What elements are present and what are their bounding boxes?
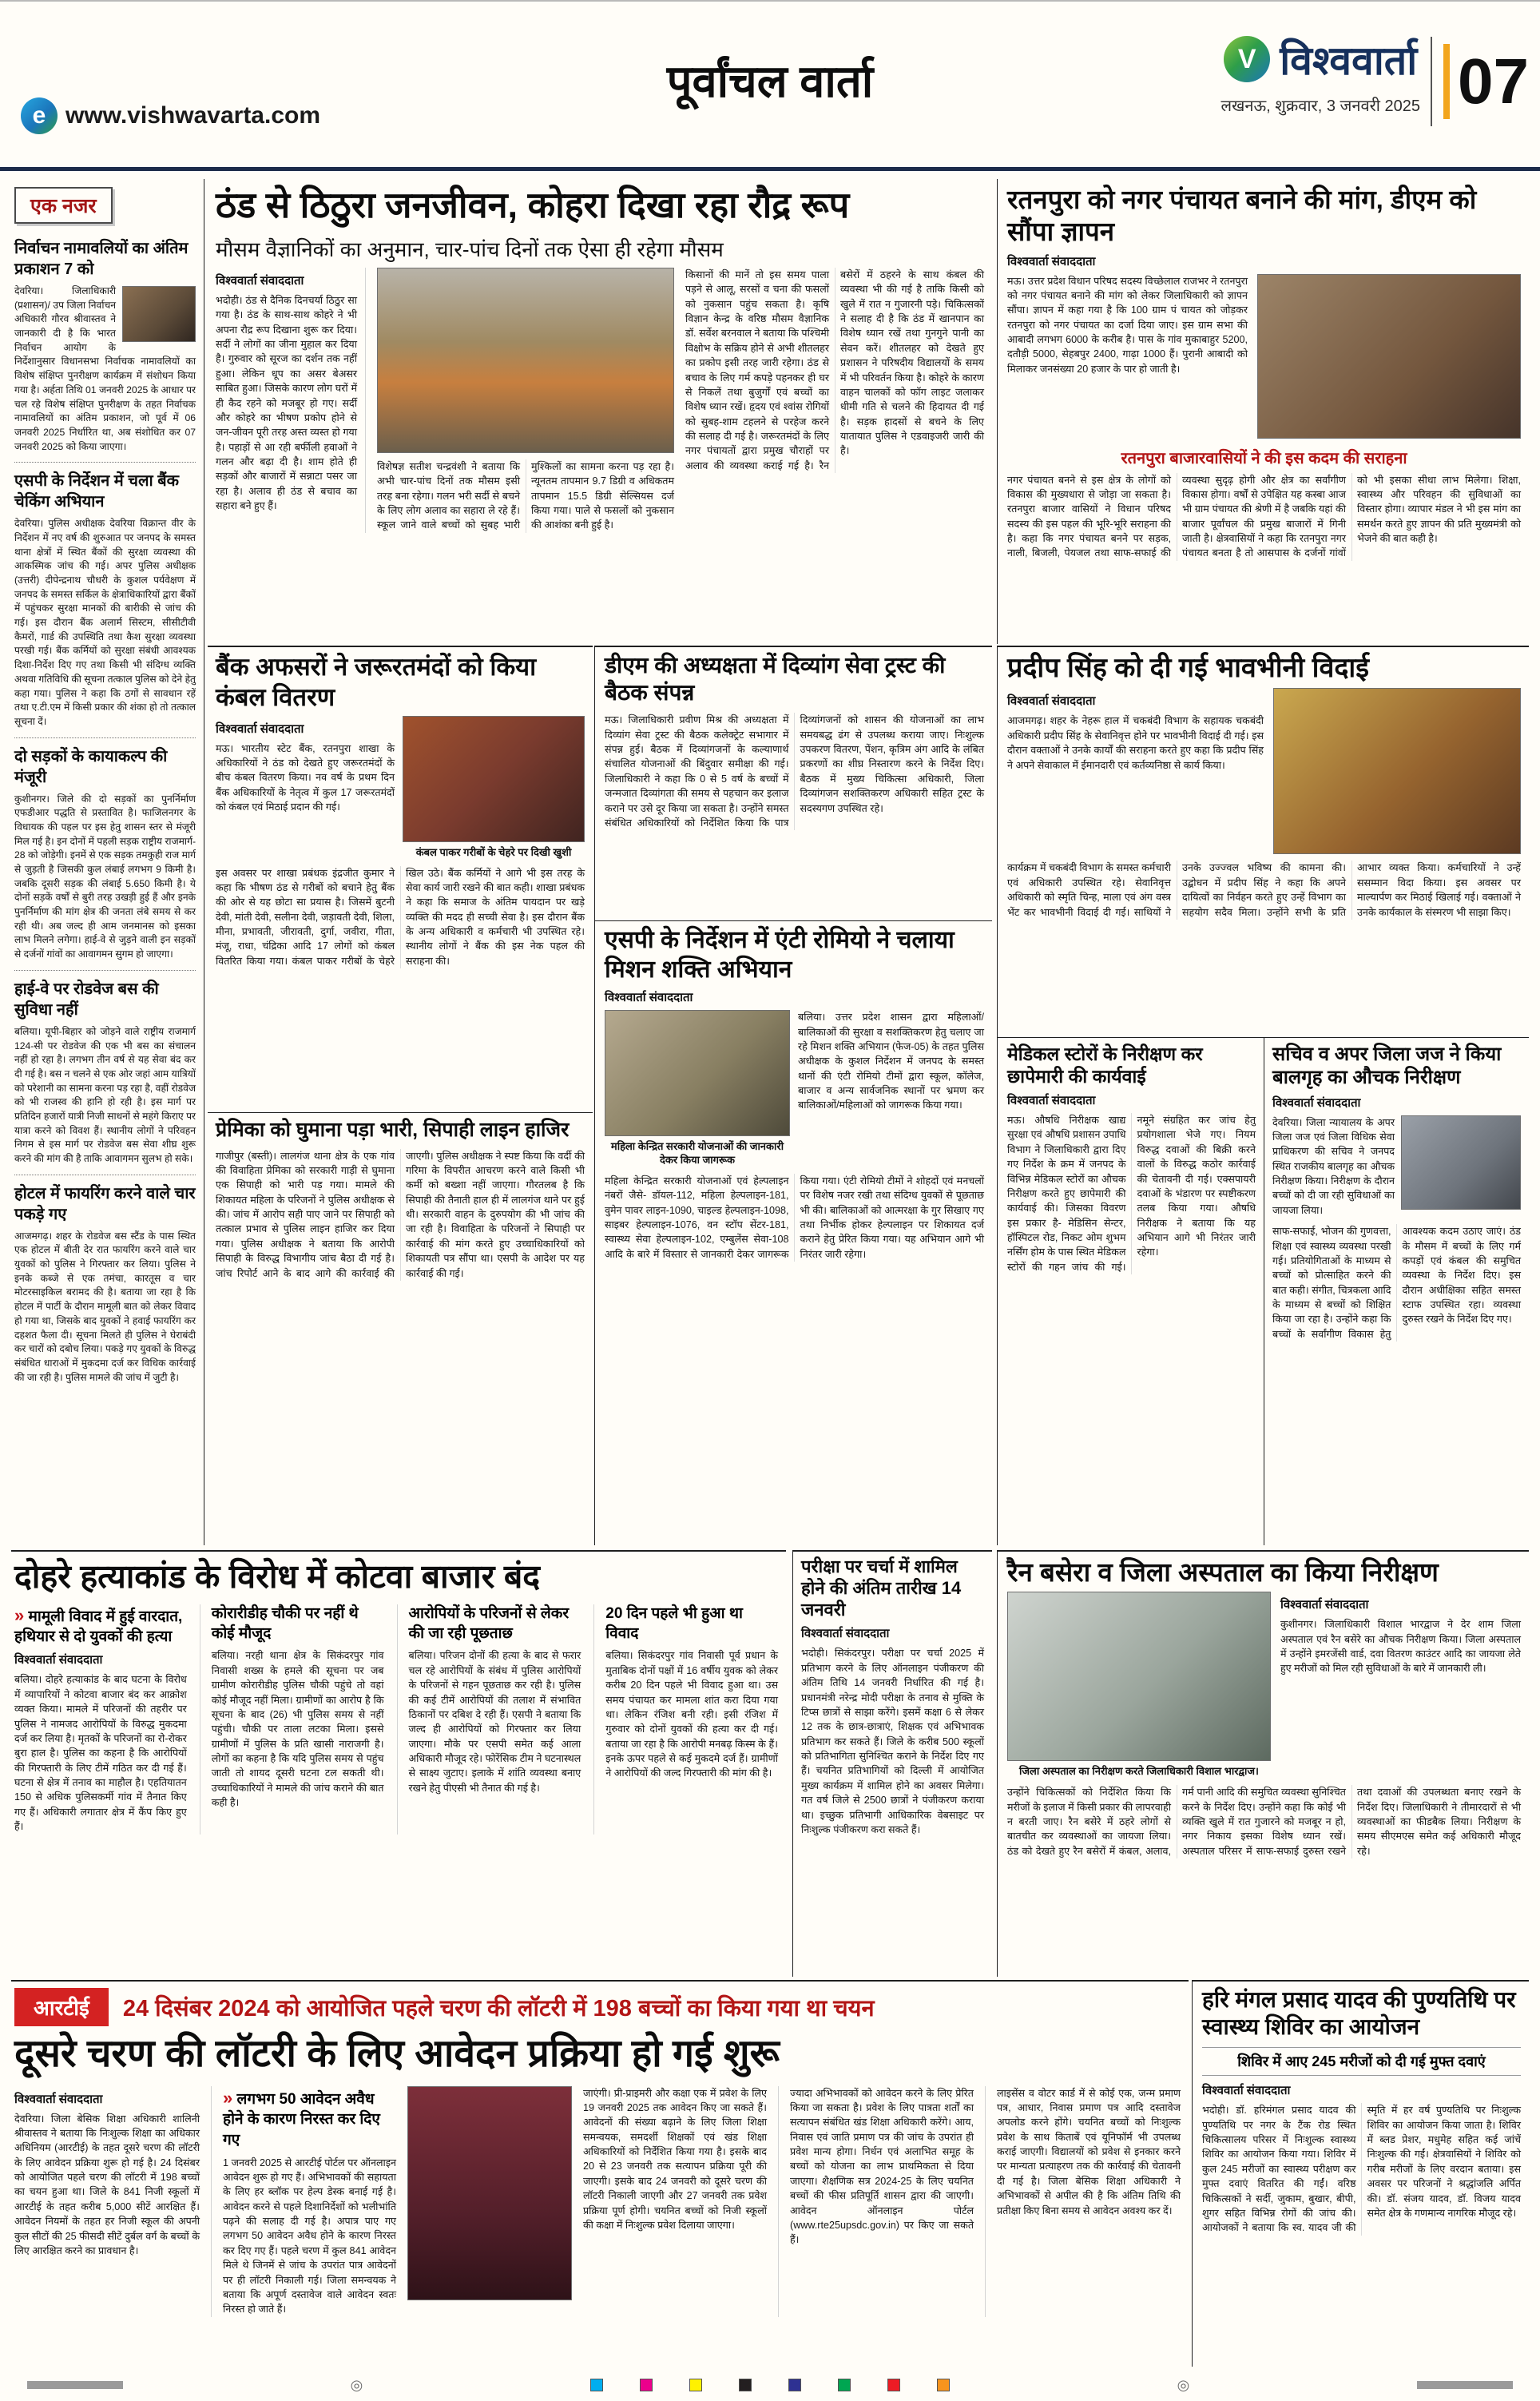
article-body: कुशीनगर। जिले की दो सड़कों का पुनर्निर्माण एफडीआर पद्धति से प्रस्तावित है। फाजिलनगर के विधायक की पहल पर इस हेतु शासन स्तर से मंजूरी मिल गई है। इन दोनों में पहली सड़क राष्ट्रीय राजमार्ग- 28 को जोड़ेगी। इनमें से एक सड़क तमकुही राज मार्ग से जुड़ती है जिसकी कुल लंबाई लगभग 9 किमी है। जबकि दूसरी सड़क की लंबाई 5.650 किमी है। ये दोनों सड़कें वर्षों से बुरी तरह उखड़ी हुई हैं और इनके पुनर्निर्माण की मांग क्षेत्र की जनता लंबे समय से कर रही थी। अब जल्द ही आम जनमानस को इसका लाभ मिलने लगेगा। हाई-वे से जुड़ने वाली इन सड़कों से दर्जनों गांवों का आवागमन सुगम हो जाएगा। bbox=[14, 793, 196, 960]
color-mark-icon bbox=[739, 2379, 752, 2391]
strip-headline: 24 दिसंबर 2024 को आयोजित पहले चरण की लॉटरी में 198 बच्चों का किया गया था चयन bbox=[122, 1995, 875, 2021]
byline: विश्ववार्ता संवाददाता bbox=[14, 2092, 103, 2106]
article-kotwa-bandh bbox=[11, 1550, 786, 1977]
article-rain-basera bbox=[997, 1550, 1529, 1977]
byline: विश्ववार्ता संवाददाता bbox=[14, 1653, 103, 1668]
byline: विश्ववार्ता संवाददाता bbox=[605, 991, 693, 1005]
brand-name: विश्ववार्ता bbox=[1280, 38, 1418, 83]
color-mark-icon bbox=[838, 2379, 851, 2391]
byline: विश्ववार्ता संवाददाता bbox=[1272, 1095, 1361, 1110]
article-headline: हरि मंगल प्रसाद यादव की पुण्यतिथि पर स्वास्थ्य शिविर का आयोजन bbox=[1202, 1987, 1516, 2040]
article-pariksha-pe-charcha bbox=[792, 1550, 992, 1977]
article-body: देवरिया। पुलिस अधीक्षक देवरिया विक्रान्त वीर के निर्देशन में नए वर्ष की शुरुआत पर जनपद के समस्त थाना क्षेत्रों में स्थित बैंकों की सुरक्षा व्यवस्था की आकस्मिक जांच की गई। अपर पुलिस अधीक्षक (उत्तरी) दीपेन्द्रनाथ चौधरी के कुशल पर्यवेक्षण में जनपद के समस्त सर्किल के क्षेत्राधिकारियों द्वारा बैंकों में पहुंचकर सुरक्षा मानकों की बारीकी से जांच की गई। इस दौरान बैंक अलार्म सिस्टम, सीसीटीवी कैमरों, गार्ड की उपस्थिति तथा कैश सुरक्षा व्यवस्था परखी गई। बैंक कर्मियों को सुरक्षा संबंधी आवश्यक दिशा-निर्देश दिए गए तथा किसी भी संदिग्ध व्यक्ति अथवा गतिविधि की सूचना तत्काल पुलिस को देने हेतु कहा गया। पुलिस ने कहा कि ठगों से सावधान रहें तथा ए.टी.एम में किसी प्रकार की शंका हो तो तत्काल सूचना दें। bbox=[14, 518, 196, 727]
kotwa-column-1 bbox=[14, 1604, 187, 1835]
article-rte-lottery bbox=[11, 1980, 1189, 2367]
color-mark-icon bbox=[788, 2379, 801, 2391]
article-blanket-distribution bbox=[208, 646, 593, 1111]
article-body: इस अवसर पर शाखा प्रबंधक इंद्रजीत कुमार ने कहा कि भीषण ठंड से गरीबों को बचाने हेतु बैंक की ओर से यह छोटा सा प्रयास है। जिसमें बुटनी देवी, मांती देवी, सलीना देवी, जड़ावती देवी, शिला, मीना, प्रभावती, जीरावती, दुर्गा, जवीरा, गीता, मंजू, राधा, चंद्रिका आदि 17 लोगों को कंबल वितरित किया गया। कंबल पाकर गरीबों के चेहरे खिल उठे। बैंक कर्मियों ने आगे भी इस तरह के सेवा कार्य जारी रखने की बात कही। शाखा प्रबंधक ने कहा कि समाज के अंतिम पायदान पर खड़े व्यक्ति की मदद ही सच्ची सेवा है। इस दौरान बैंक के अन्य अधिकारी व कर्मचारी भी उपस्थित रहे। स्थानीय लोगों ने बैंक की इस नेक पहल की सराहना की। bbox=[216, 867, 585, 967]
article-body: देवरिया। जिला बेसिक शिक्षा अधिकारी शालिनी श्रीवास्तव ने बताया कि निःशुल्क शिक्षा का अधिकार अधिनियम (आरटीई) के तहत दूसरे चरण की लॉटरी के लिए आवेदन प्रक्रिया शुरू हो गई है। 24 दिसंबर को आयोजित पहले चरण की लॉटरी में 198 बच्चों का चयन हुआ था। जिले के 841 निजी स्कूलों में आरटीई के तहत करीब 5,000 सीटें आरक्षित हैं। आवेदन नियमों के तहत हर निजी स्कूल की अपनी कुल सीटों की 25 फीसदी सीटें दुर्बल वर्ग के बच्चों के लिए आरक्षित करने का प्रावधान है। bbox=[14, 2113, 200, 2256]
rte-column-4 bbox=[778, 2086, 974, 2317]
article-headline: परीक्षा पर चर्चा में शामिल होने की अंतिम तारीख 14 जनवरी bbox=[801, 1556, 962, 1620]
rte-column-5 bbox=[985, 2086, 1181, 2317]
article-body: मऊ। भारतीय स्टेट बैंक, रतनपुरा शाखा के अधिकारियों ने ठंड को देखते हुए जरूरतमंदों के बीच कंबल वितरण किया। नव वर्ष के प्रथम दिन बैंक अधिकारियों के नेतृत्व में कुल 17 जरूरतमंदों को कंबल एवं मिठाई प्रदान की गई। bbox=[216, 742, 395, 813]
article-body: 1 जनवरी 2025 से आरटीई पोर्टल पर ऑनलाइन आवेदन शुरू हो गए हैं। अभिभावकों की सहायता के लिए हर ब्लॉक पर हेल्प डेस्क बनाई गई है। आवेदन करने से पहले दिशानिर्देशों को भलीभांति पढ़ने की सलाह दी गई है। अपात्र पाए गए लगभग 50 आवेदन अवैध होने के कारण निरस्त कर दिए गए हैं। पहले चरण में कुल 841 आवेदन मिले थे जिनमें से जांच के उपरांत पात्र आवेदनों पर ही लॉटरी निकाली गई। जिला समन्वयक ने बताया कि अपूर्ण दस्तावेज वाले आवेदन स्वतः निरस्त हो जाते हैं। bbox=[223, 2157, 396, 2316]
article-body: विशेषज्ञ सतीश चन्द्रवंशी ने बताया कि अभी चार-पांच दिनों तक मौसम इसी तरह बना रहेगा। गलन भरी सर्दी से बचने के लिए लोग अलाव का सहारा ले रहे हैं। स्कूल जाने वाले बच्चों को सुबह भारी मुश्किलों का सामना करना पड़ रहा है। न्यूनतम तापमान 9.7 डिग्री व अधिकतम तापमान 15.5 डिग्री सेल्सियस दर्ज किया गया। पाले से फसलों को नुकसान की आशंका बनी हुई है। bbox=[377, 460, 674, 531]
article-body: लाइसेंस व वोटर कार्ड में से कोई एक, जन्म प्रमाण पत्र, आधार, निवास प्रमाण पत्र आदि दस्तावेज अपलोड करने होंगे। चयनित बच्चों को निःशुल्क प्रवेश के साथ किताबें एवं यूनिफॉर्म भी उपलब्ध कराई जाएगी। विद्यालयों को प्रवेश से इनकार करने पर मान्यता प्रत्याहरण तक की कार्रवाई की चेतावनी दी गई है। जिला बेसिक शिक्षा अधिकारी ने अभिभावकों से अपील की है कि अंतिम तिथि की प्रतीक्षा किए बिना समय से आवेदन अवश्य कर दें। bbox=[997, 2087, 1181, 2216]
byline: विश्ववार्ता संवाददाता bbox=[1280, 1598, 1369, 1612]
color-mark-icon bbox=[689, 2379, 702, 2391]
photo-caption: जिला अस्पताल का निरीक्षण करते जिलाधिकारी विशाल भारद्वाज। bbox=[1019, 1765, 1259, 1778]
article-headline: एसपी के निर्देशन में चला बैंक चेकिंग अभियान bbox=[14, 472, 180, 511]
photo-winter-fog-scene bbox=[377, 268, 674, 453]
article-body: बलिया। दोहरे हत्याकांड के बाद घटना के विरोध में व्यापारियों ने कोटवा बाजार बंद कर आक्रोश व्यक्त किया। मामले में परिजनों की तहरीर पर पुलिस ने नामजद आरोपियों के विरुद्ध मुकदमा दर्ज कर लिया है। मृतकों के परिजनों का रो-रोकर बुरा हाल है। पुलिस का कहना है कि आरोपियों की गिरफ्तारी के लिए टीमें गठित कर दी गई हैं। घटना से क्षेत्र में तनाव का माहौल है। एहतियातन 150 से अधिक पुलिसकर्मी गांव में तैनात किए गए हैं। अधिकारी लगातार क्षेत्र में कैंप किए हुए हैं। bbox=[14, 1674, 187, 1833]
page-number: 07 bbox=[1458, 46, 1529, 117]
quote-chevrons-icon: » bbox=[223, 2087, 233, 2108]
article-subheadline: मामूली विवाद में हुई वारदात, हथियार से दो युवकों की हत्या bbox=[14, 1608, 183, 1645]
article-body: बलिया। सिकंदरपुर गांव निवासी पूर्व प्रधान के मुताबिक दोनों पक्षों में 16 वर्षीय युवक को लेकर करीब 20 दिन पहले भी विवाद हुआ था। उस समय पंचायत कर मामला शांत करा दिया गया था। लेकिन रंजिश बनी रही। इसी रंजिश में गुरुवार को दोनों युवकों की हत्या कर दी गई। बताया जा रहा है कि आरोपी मनबढ़ किस्म के हैं। इनके ऊपर पहले से कई मुकदमे दर्ज हैं। ग्रामीणों ने आरोपियों की जल्द गिरफ्तारी की मांग की है। bbox=[605, 1650, 778, 1779]
photo-anti-romeo-team bbox=[605, 1010, 790, 1136]
article-subheadline: लगभग 50 आवेदन अवैध होने के कारण निरस्त कर दिए गए bbox=[223, 2090, 380, 2149]
grey-bar bbox=[1417, 2381, 1513, 2389]
article-body: मऊ। जिलाधिकारी प्रवीण मिश्र की अध्यक्षता में दिव्यांग सेवा ट्रस्ट की बैठक कलेक्ट्रेट सभागार में संपन्न हुई। बैठक में दिव्यांगजनों के कल्याणार्थ संचालित योजनाओं की बिंदुवार समीक्षा की गई। जिलाधिकारी ने कहा कि 0 से 5 वर्ष के बच्चों में जन्मजात दिव्यांगता की समय से पहचान कर इलाज कराने पर उसे दूर किया जा सकता है। उन्होंने समस्त संबंधित अधिकारियों को निर्देशित किया कि पात्र दिव्यांगजनों को शासन की योजनाओं का लाभ समयबद्ध ढंग से उपलब्ध कराया जाए। निःशुल्क उपकरण वितरण, पेंशन, कृत्रिम अंग आदि के लंबित प्रकरणों का शीघ्र निस्तारण करने के निर्देश दिए। बैठक में मुख्य चिकित्सा अधिकारी, जिला दिव्यांगजन सशक्तिकरण अधिकारी सहित ट्रस्ट के सदस्यगण उपस्थित रहे। bbox=[605, 714, 984, 829]
photo-election-official bbox=[122, 286, 196, 342]
website-url: www.vishwavarta.com bbox=[65, 102, 321, 129]
brief-article bbox=[14, 1175, 196, 1393]
dateline: लखनऊ, शुक्रवार, 3 जनवरी 2025 bbox=[1220, 97, 1420, 115]
kotwa-column-2 bbox=[200, 1604, 384, 1835]
article-headline: प्रेमिका को घुमाना पड़ा भारी, सिपाही लाइन हाजिर bbox=[216, 1119, 570, 1141]
article-body: बलिया। उत्तर प्रदेश शासन द्वारा महिलाओं/बालिकाओं की सुरक्षा व सशक्तिकरण हेतु चलाए जा रहे मिशन शक्ति अभियान (फेज-05) के तहत पुलिस अधीक्षक के कुशल निर्देशन में जनपद के समस्त थानों की एंटी रोमियो टीमों द्वारा स्कूल, कॉलेज, बाजार व अन्य सार्वजनिक स्थानों पर भ्रमण कर बालिकाओं/महिलाओं को जागरूक किया गया। bbox=[798, 1012, 984, 1111]
photo-memorandum-handover bbox=[1257, 274, 1521, 439]
photo-education-officer-portrait bbox=[407, 2086, 572, 2300]
rte-column-3 bbox=[583, 2086, 767, 2317]
byline: विश्ववार्ता संवाददाता bbox=[1202, 2084, 1291, 2098]
article-headline: बैंक अफसरों ने जरूरतमंदों को किया कंबल वितरण bbox=[216, 653, 537, 711]
byline: विश्ववार्ता संवाददाता bbox=[1007, 1094, 1096, 1108]
article-body: मऊ। औषधि निरीक्षक खाद्य सुरक्षा एवं औषधि प्रशासन उपाधि विभाग ने जिलाधिकारी द्वारा दिए गए निर्देश के क्रम में जनपद के विभिन्न मेडिकल स्टोरों का औचक निरीक्षण करते हुए छापेमारी की कार्यवाई की। जिसका विवरण इस प्रकार है- मेडिसिन सेन्टर, हॉस्पिटल रोड, निकट ओम शुभम नर्सिंग होम के पास स्थित मेडिकल स्टोरों की गहन जांच की गई। नमूने संग्रहित कर जांच हेतु प्रयोगशाला भेजे गए। नियम विरुद्ध दवाओं की बिक्री करने वालों के विरुद्ध कठोर कार्रवाई की चेतावनी दी गई। एक्सपायरी दवाओं के भंडारण पर स्पष्टीकरण तलब किया गया। औषधि निरीक्षक ने बताया कि यह अभियान आगे भी निरंतर जारी रहेगा। bbox=[1007, 1115, 1256, 1273]
byline: विश्ववार्ता संवाददाता bbox=[801, 1627, 890, 1641]
brief-article bbox=[14, 230, 196, 463]
byline: विश्ववार्ता संवाददाता bbox=[1007, 254, 1096, 268]
color-mark-icon bbox=[887, 2379, 900, 2391]
article-ratanpura bbox=[997, 179, 1529, 644]
rte-label-badge: आरटीई bbox=[14, 1988, 109, 2026]
photo-farewell-ceremony bbox=[1273, 688, 1521, 854]
kotwa-column-4 bbox=[593, 1604, 778, 1835]
article-body: किसानों की मानें तो इस समय पाला पड़ने से आलू, सरसों व चना की फसलों को नुकसान पहुंच सकता है। कृषि विज्ञान केन्द्र के वरिष्ठ मौसम वैज्ञानिक डॉ. सर्वेश बरनवाल ने बताया कि पश्चिमी विक्षोभ के सक्रिय होने से अभी शीतलहर का प्रकोप इसी तरह जारी रहेगा। ठंड से बचाव के लिए गर्म कपड़े पहनकर ही घर से निकलें तथा बुजुर्गों एवं बच्चों का विशेष ध्यान रखें। हृदय एवं श्वांस रोगियों को सुबह-शाम टहलने से परहेज करने की सलाह दी गई है। जरूरतमंदों के लिए नगर पंचायतों द्वारा प्रमुख चौराहों पर अलाव की व्यवस्था कराई गई है। रैन बसेरों में ठहरने के साथ कंबल की व्यवस्था भी की गई है ताकि किसी को खुले में रात न गुजारनी पड़े। चिकित्सकों ने सलाह दी है कि ठंड में खानपान का विशेष ध्यान रखें तथा गुनगुने पानी का सेवन करें। शीतलहर को देखते हुए प्रशासन ने परिषदीय विद्यालयों के समय में भी परिवर्तन किया है। कोहरे के कारण वाहन चालकों को फॉग लाइट जलाकर धीमी गति से चलने की हिदायत दी गई है। सड़क हादसों से बचने के लिए यातायात पुलिस ने एडवाइजरी जारी की है। bbox=[685, 268, 984, 471]
article-body: भदोही। ठंड से दैनिक दिनचर्या ठिठुर सा गया है। ठंड के साथ-साथ कोहरे ने भी अपना रौद्र रूप दिखाना शुरू कर दिया। सर्दी ने लोगों का जीना मुहाल कर दिया है। गुरुवार को सूरज का दर्शन तक नहीं हुआ। लेकिन धूप का असर बेअसर साबित हुआ। जिसके कारण लोग घरों में ही कैद रहने को मजबूर हो गए। सर्दी और कोहरे का भीषण प्रकोप होने से जन-जीवन पूरी तरह अस्त व्यस्त हो गया है। पहाड़ों से आ रही बर्फीली हवाओं ने गलन और बढ़ा दी है। शाम होते ही सड़कों और बाजारों में सन्नाटा पसर जा रहा है। अलाव ही ठंड से बचाव का सहारा बने हुए हैं। bbox=[216, 294, 357, 512]
article-body: ज्यादा अभिभावकों को आवेदन करने के लिए प्रेरित किया जा सकता है। प्रवेश के लिए पात्रता शर्तों का सत्यापन संबंधित खंड शिक्षा अधिकारी करेंगे। आय, निवास एवं जाति प्रमाण पत्र की जांच के उपरांत ही प्रवेश मान्य होगा। निर्धन एवं अलाभित समूह के बच्चों को योजना का लाभ प्राथमिकता से दिया जाएगा। शैक्षणिक सत्र 2024-25 के लिए चयनित बच्चों की फीस प्रतिपूर्ति शासन द्वारा की जाएगी। आवेदन ऑनलाइन पोर्टल (www.rte25upsdc.gov.in) पर किए जा सकते हैं। bbox=[790, 2087, 974, 2246]
article-body: बलिया। यूपी-बिहार को जोड़ने वाले राष्ट्रीय राजमार्ग 124-सी पर रोडवेज की एक भी बस का संचालन नहीं हो रहा है। लगभग तीन वर्ष से यह सेवा बंद कर दी गई है। बस न चलने से एक ओर जहां आम यात्रियों को परेशानी का सामना करना पड़ रहा है, वहीं रोडवेज को भी राजस्व की हानि हो रही है। इस मार्ग पर प्रतिदिन हजारों यात्री निजी साधनों से महंगे किराए पर यात्रा करने को विवश हैं। स्थानीय लोगों ने परिवहन निगम से इस मार्ग पर रोडवेज बस सेवा शीघ्र शुरू करने की मांग की है ताकि आवागमन सुलभ हो सके। bbox=[14, 1025, 196, 1164]
article-body: आजमगढ़। शहर के रोडवेज बस स्टैंड के पास स्थित एक होटल में बीती देर रात फायरिंग करने वाले चार युवकों को पुलिस ने गिरफ्तार कर लिया। पुलिस ने इनके कब्जे से एक तमंचा, कारतूस व चार मोटरसाइकिल बरामद की है। बताया जा रहा है कि होटल में पार्टी के दौरान मामूली बात को लेकर विवाद हो गया था, जिसके बाद युवकों ने हवाई फायरिंग कर दहशत फैला दी। सूचना मिलते ही पुलिस ने घेराबंदी कर चारों को दबोच लिया। पकड़े गए युवकों के विरुद्ध संबंधित धाराओं में मुकदमा दर्ज कर विधिक कार्रवाई की जा रही है। पुलिस मामले की जांच में जुटी है। bbox=[14, 1230, 196, 1383]
rte-column-1 bbox=[14, 2086, 200, 2317]
article-anti-romeo bbox=[594, 920, 992, 1545]
article-headline: दो सड़कों के कायाकल्प की मंजूरी bbox=[14, 747, 168, 786]
article-body: आजमगढ़। शहर के नेहरू हाल में चकबंदी विभाग के सहायक चकबंदी अधिकारी प्रदीप सिंह के सेवानिवृत्त होने पर भावभीनी विदाई दी गई। इस दौरान वक्ताओं ने उनके कार्यों की सराहना करते हुए कहा कि प्रदीप सिंह ने अपने सेवाकाल में ईमानदारी एवं कर्तव्यनिष्ठा से कार्य किया। bbox=[1007, 715, 1264, 771]
article-headline: ठंड से ठिठुरा जनजीवन, कोहरा दिखा रहा रौद्र रूप bbox=[216, 185, 850, 225]
article-subheadline: रतनपुरा बाजारवासियों ने की इस कदम की सराहना bbox=[1121, 449, 1407, 467]
kotwa-column-3 bbox=[397, 1604, 581, 1835]
color-mark-icon bbox=[640, 2379, 653, 2391]
article-body: मऊ। उत्तर प्रदेश विधान परिषद सदस्य विच्छेलाल राजभर ने रतनपुरा को नगर पंचायत बनाने की मांग को लेकर जिलाधिकारी को ज्ञापन सौंपा। ज्ञापन में कहा गया है कि 100 ग्राम पं चायत को जोड़कर रतनपुरा को नगर पंचायत का दर्जा दिया जाए। इस ग्राम सभा की आबादी लगभग 6000 के करीब है। पास के गांव मुकाबाहुर 5200, दतौड़ी 5000, सेहबपुर 2400, गाढ़ा 1000 हैं। पुरानी आबादी को मिलाकर जनसंख्या 20 हजार के पार हो जाती है। bbox=[1007, 275, 1248, 375]
article-pradeep-farewell bbox=[997, 646, 1529, 1037]
article-body: जाएंगी। प्री-प्राइमरी और कक्षा एक में प्रवेश के लिए 19 जनवरी 2025 तक आवेदन किए जा सकते हैं। आवेदनों की संख्या बढ़ाने के लिए जिला शिक्षा समन्वयक, समदर्शी शिक्षकों एवं खंड शिक्षा अधिकारियों को निर्देशित किया गया है। इसके बाद 20 से 23 जनवरी तक सत्यापन प्रक्रिया पूरी की जाएगी। इसके बाद 24 जनवरी को दूसरे चरण की लॉटरी निकाली जाएगी और 27 जनवरी तक प्रवेश प्रक्रिया पूर्ण होगी। चयनित बच्चों को निजी स्कूलों की कक्षा में निःशुल्क प्रवेश दिलाया जाएगा। bbox=[583, 2087, 767, 2231]
photo-caption: कंबल पाकर गरीबों के चेहरे पर दिखी खुशी bbox=[415, 845, 572, 858]
quote-chevrons-icon: » bbox=[14, 1605, 25, 1626]
article-body: देवरिया। जिला न्यायालय के अपर जिला जज एवं जिला विधिक सेवा प्राधिकरण की सचिव ने जनपद स्थित राजकीय बालगृह का औचक निरीक्षण किया। निरीक्षण के दौरान बच्चों को दी जा रही सुविधाओं का जायजा लिया। bbox=[1272, 1116, 1395, 1216]
photo-balgrih-inspection bbox=[1401, 1115, 1521, 1210]
byline: विश्ववार्ता संवाददाता bbox=[1007, 694, 1096, 709]
article-dm-divyang-meeting bbox=[594, 646, 992, 920]
registration-mark-icon: ◎ bbox=[350, 2376, 363, 2393]
article-body: बलिया। नरही थाना क्षेत्र के सिकंदरपुर गांव निवासी शख्स के हमले की सूचना पर जब ग्रामीण कोरारीडीह पुलिस चौकी पहुंचे तो वहां कोई मौजूद नहीं मिला। ग्रामीणों का आरोप है कि सूचना के बाद (26) भी पुलिस समय से नहीं पहुंची। चौकी पर ताला लटका मिला। इससे ग्रामीणों में पुलिस के प्रति खासी नाराजगी है। लोगों का कहना है कि यदि पुलिस समय से पहुंच जाती तो शायद दूसरी घटना टल सकती थी। उच्चाधिकारियों ने मामले की जांच कराने की बात कही है। bbox=[211, 1650, 384, 1809]
print-marks-row bbox=[0, 2373, 1540, 2397]
article-body: कार्यक्रम में चकबंदी विभाग के समस्त कर्मचारी एवं अधिकारी उपस्थित रहे। सेवानिवृत्त अधिकारी को स्मृति चिन्ह, माला एवं अंग वस्त्र भेंट कर भावभीनी विदाई दी गई। साथियों ने उनके उज्ज्वल भविष्य की कामना की। उद्बोधन में प्रदीप सिंह ने कहा कि अपने दायित्वों का निर्वहन करते हुए उन्हें विभाग का सहयोग सदैव मिला। उन्होंने सभी के प्रति आभार व्यक्त किया। कर्मचारियों ने उन्हें ससम्मान विदा किया। इस अवसर पर माल्यार्पण कर मिठाई खिलाई गई। वक्ताओं ने उनके कार्यकाल के संस्मरण भी साझा किए। bbox=[1007, 862, 1521, 918]
one-glance-column bbox=[11, 179, 204, 1545]
article-body: कुशीनगर। जिलाधिकारी विशाल भारद्वाज ने देर शाम जिला अस्पताल एवं रैन बसेरे का औचक निरीक्षण किया। जिला अस्पताल में उन्होंने इमरजेंसी वार्ड, दवा वितरण काउंटर आदि का जायजा लेते हुए मरीजों को मिल रही सुविधाओं के बारे में जानकारी ली। bbox=[1280, 1619, 1521, 1675]
article-body: साफ-सफाई, भोजन की गुणवत्ता, शिक्षा एवं स्वास्थ्य व्यवस्था परखी गई। प्रतियोगिताओं के माध्यम से बच्चों को प्रोत्साहित करने की बात कही। संगीत, चित्रकला आदि के माध्यम से बच्चों को शिक्षित किया जा रहा है। उन्होंने कहा कि बच्चों के सर्वांगीण विकास हेतु आवश्यक कदम उठाए जाएं। ठंड के मौसम में बच्चों के लिए गर्म कपड़ों एवं कंबल की समुचित व्यवस्था के निर्देश दिए। इस दौरान अधीक्षिका सहित समस्त स्टाफ उपस्थित रहा। व्यवस्था दुरुस्त रखने के निर्देश दिए गए। bbox=[1272, 1226, 1521, 1340]
article-body: देवरिया। जिलाधिकारी (प्रशासन)/ उप जिला निर्वाचन अधिकारी गौरव श्रीवास्तव ने जानकारी दी है कि भारत निर्वाचन आयोग के निर्देशानुसार विधानसभा निर्वाचक नामावलियों का विशेष संक्षिप्त पुनरीक्षण कार्यक्रम में संशोधन किया गया है। अर्हता तिथि 01 जनवरी 2025 के आधार पर चल रहे विशेष संक्षिप्त पुनरीक्षण के तहत निर्वाचक नामावलियों का अंतिम प्रकाशन, जो पूर्व में 06 जनवरी 2025 निर्धारित था, अब संशोधित कर 07 जनवरी 2025 को किया जाएगा। bbox=[14, 285, 196, 452]
article-weather-lead bbox=[208, 179, 992, 644]
article-headline: रतनपुरा को नगर पंचायत बनाने की मांग, डीएम को सौंपा ज्ञापन bbox=[1007, 185, 1477, 247]
website-logo bbox=[21, 97, 320, 134]
brand-v-icon: V bbox=[1224, 36, 1270, 82]
article-subheadline: शिविर में आए 245 मरीजों को दी गई मुफ्त दवाएं bbox=[1202, 2047, 1521, 2076]
article-body: महिला केन्द्रित सरकारी योजनाओं एवं हेल्पलाइन नंबरों जैसे- डॉयल-112, महिला हेल्पलाइन-181, वुमेन पावर लाइन-1090, चाइल्ड हेल्पलाइन-1098, साइबर हेल्पलाइन-1076, वन स्टॉप सेंटर-181, स्वास्थ्य सेवा हेल्पलाइन-102, एम्बुलेंस सेवा-108 आदि के बारे में विस्तार से जानकारी देकर जागरूक किया गया। एंटी रोमियो टीमों ने शोहदों एवं मनचलों पर विशेष नजर रखी तथा संदिग्ध युवकों से पूछताछ भी की। बालिकाओं को आत्मरक्षा के गुर सिखाए गए तथा निर्भीक होकर हेल्पलाइन पर शिकायत दर्ज कराने हेतु प्रेरित किया गया। यह अभियान आगे भी निरंतर जारी रहेगा। bbox=[605, 1175, 984, 1260]
article-headline: हाई-वे पर रोडवेज बस की सुविधा नहीं bbox=[14, 980, 159, 1019]
brief-article bbox=[14, 971, 196, 1175]
grey-bar bbox=[27, 2381, 123, 2389]
article-headline: निर्वाचन नामावलियों का अंतिम प्रकाशन 7 को bbox=[14, 240, 189, 278]
article-subheadline: आरोपियों के परिजनों से लेकर की जा रही पूछताछ bbox=[408, 1605, 570, 1642]
brand-block bbox=[1220, 32, 1420, 116]
article-headline: दोहरे हत्याकांड के विरोध में कोटवा बाजार बंद bbox=[14, 1558, 541, 1595]
article-medical-raids bbox=[997, 1037, 1264, 1545]
byline: विश्ववार्ता संवाददाता bbox=[216, 721, 304, 736]
article-subheadline: 20 दिन पहले भी हुआ था विवाद bbox=[605, 1605, 743, 1642]
article-headline: होटल में फायरिंग करने वाले चार पकड़े गए bbox=[14, 1184, 196, 1223]
article-headline: डीएम की अध्यक्षता में दिव्यांग सेवा ट्रस्ट की बैठक संपन्न bbox=[605, 653, 946, 706]
accent-bar bbox=[1443, 44, 1450, 119]
article-headline: सचिव व अपर जिला जज ने किया बालगृह का औचक निरीक्षण bbox=[1272, 1043, 1502, 1089]
article-balgrih-inspection bbox=[1264, 1037, 1529, 1545]
article-headline: दूसरे चरण की लॉटरी के लिए आवेदन प्रक्रिया हो गई शुरू bbox=[14, 2033, 780, 2075]
page-number-block bbox=[1431, 37, 1529, 126]
article-subheadline: कोरारीडीह चौकी पर नहीं थे कोई मौजूद bbox=[211, 1605, 359, 1642]
brief-article bbox=[14, 738, 196, 971]
article-constable-line-hazir bbox=[208, 1112, 593, 1545]
color-bar bbox=[590, 2379, 950, 2391]
byline: विश्ववार्ता संवाददाता bbox=[216, 273, 304, 288]
article-headline: मेडिकल स्टोरों के निरीक्षण कर छापेमारी की कार्यवाई bbox=[1007, 1043, 1203, 1087]
article-headline: एसपी के निर्देशन में एंटी रोमियो ने चलाया मिशन शक्ति अभियान bbox=[605, 927, 955, 983]
article-body: गाजीपुर (बस्ती)। लालगंज थाना क्षेत्र के एक गांव की विवाहिता प्रेमिका को सरकारी गाड़ी से घुमाना एक सिपाही को भारी पड़ गया। मामले की शिकायत महिला के परिजनों ने पुलिस अधीक्षक से की। जांच में आरोप सही पाए जाने पर सिपाही को तत्काल प्रभाव से पुलिस लाइन हाजिर कर दिया गया। पुलिस अधीक्षक ने बताया कि आरोपी सिपाही के विरुद्ध विभागीय जांच बैठा दी गई है। जांच रिपोर्ट आने के बाद आगे की कार्रवाई की जाएगी। पुलिस अधीक्षक ने स्पष्ट किया कि वर्दी की गरिमा के विपरीत आचरण करने वाले किसी भी कर्मी को बख्शा नहीं जाएगा। गौरतलब है कि सिपाही की तैनाती हाल ही में लालगंज थाने पर हुई थी। सरकारी वाहन के दुरुपयोग की भी जांच की जा रही है। विवाहिता के परिजनों ने सिपाही पर कार्रवाई की मांग करते हुए उच्चाधिकारियों को शिकायती पत्र सौंपा था। एसपी के आदेश पर यह कार्रवाई की गई। bbox=[216, 1150, 585, 1279]
color-mark-icon bbox=[937, 2379, 950, 2391]
photo-caption: महिला केन्द्रित सरकारी योजनाओं की जानकारी देकर किया जागरूक bbox=[610, 1140, 784, 1167]
registration-mark-icon: ◎ bbox=[1177, 2376, 1190, 2393]
photo-hospital-inspection bbox=[1007, 1592, 1271, 1761]
photo-blanket-distribution bbox=[403, 716, 585, 842]
article-body: उन्होंने चिकित्सकों को निर्देशित किया कि मरीजों के इलाज में किसी प्रकार की लापरवाही न बरती जाए। रैन बसेरे में ठहरे लोगों से बातचीत कर व्यवस्थाओं का जायजा लिया। ठंड को देखते हुए रैन बसेरों में कंबल, अलाव, गर्म पानी आदि की समुचित व्यवस्था सुनिश्चित करने के निर्देश दिए। उन्होंने कहा कि कोई भी व्यक्ति खुले में रात गुजारने को मजबूर न हो, नगर निकाय इसका विशेष ध्यान रखें। अस्पताल परिसर में साफ-सफाई दुरुस्त रखने तथा दवाओं की उपलब्धता बनाए रखने के निर्देश दिए। जिलाधिकारी ने तीमारदारों से भी व्यवस्थाओं का फीडबैक लिया। निरीक्षण के समय सीएमएस समेत कई अधिकारी मौजूद रहे। bbox=[1007, 1787, 1521, 1857]
article-headline: रैन बसेरा व जिला अस्पताल का किया निरीक्षण bbox=[1007, 1557, 1439, 1587]
article-body: बलिया। परिजन दोनों की हत्या के बाद से फरार चल रहे आरोपियों के संबंध में पुलिस आरोपियों के परिजनों से गहन पूछताछ कर रही है। पुलिस की कई टीमें आरोपियों की तलाश में संभावित ठिकानों पर दबिश दे रही हैं। एसपी ने बताया कि जल्द ही आरोपियों को गिरफ्तार कर लिया जाएगा। मौके पर एसपी समेत कई आला अधिकारी मौजूद रहे। फोरेंसिक टीम ने घटनास्थल से साक्ष्य जुटाए। इलाके में शांति व्यवस्था बनाए रखने हेतु पीएसी भी तैनात की गई है। bbox=[408, 1650, 581, 1794]
edition-title: पूर्वांचल वार्ता bbox=[666, 56, 874, 106]
masthead bbox=[0, 2, 1540, 171]
article-body: नगर पंचायत बनने से इस क्षेत्र के लोगों को विकास की मुख्यधारा से जोड़ा जा सकता है। रतनपुरा बाजार वासियों ने विधान परिषद सदस्य की इस पहल की भूरि-भूरि सराहना की है। कहा कि नगर पंचायत बनने पर सड़क, नाली, बिजली, पेयजल तथा साफ-सफाई की व्यवस्था सुदृढ़ होगी और क्षेत्र का सर्वांगीण विकास होगा। वर्षों से उपेक्षित यह कस्बा आज भी ग्राम पंचायत की श्रेणी में है जबकि यहां की बाजार पूर्वांचल की प्रमुख बाजारों में गिनी जाती है। क्षेत्रवासियों ने कहा कि रतनपुरा नगर पंचायत बनता है तो आसपास के दर्जनों गांवों को भी इसका सीधा लाभ मिलेगा। शिक्षा, स्वास्थ्य और परिवहन की सुविधाओं का विस्तार होगा। व्यापार मंडल ने भी इस मांग का समर्थन करते हुए ज्ञापन की प्रति मुख्यमंत्री को भेजने की बात कही है। bbox=[1007, 474, 1521, 559]
brief-article bbox=[14, 463, 196, 737]
rte-column-2 bbox=[211, 2086, 396, 2317]
article-headline: प्रदीप सिंह को दी गई भावभीनी विदाई bbox=[1007, 653, 1369, 683]
article-body: भदोही। डॉ. हरिमंगल प्रसाद यादव की पुण्यतिथि पर नगर के टैंक रोड स्थित चिकित्सालय परिसर में निःशुल्क स्वास्थ्य शिविर का आयोजन किया गया। शिविर में कुल 245 मरीजों का स्वास्थ्य परीक्षण कर मुफ्त दवाएं वितरित की गईं। वरिष्ठ चिकित्सकों ने सर्दी, जुकाम, बुखार, बीपी, शुगर सहित विभिन्न रोगों की जांच की। आयोजकों ने बताया कि स्व. यादव जी की स्मृति में हर वर्ष पुण्यतिथि पर निःशुल्क शिविर का आयोजन किया जाता है। शिविर में ब्लड प्रेशर, मधुमेह सहित कई जांचें निःशुल्क की गईं। क्षेत्रवासियों ने शिविर को गरीब मरीजों के लिए वरदान बताया। इस अवसर पर परिजनों ने श्रद्धांजलि अर्पित की। डॉ. संजय यादव, डॉ. विजय यादव समेत क्षेत्र के गणमान्य नागरिक मौजूद रहे। bbox=[1202, 2105, 1521, 2234]
globe-icon: e bbox=[21, 97, 58, 134]
color-mark-icon bbox=[590, 2379, 603, 2391]
article-subheadline: मौसम वैज्ञानिकों का अनुमान, चार-पांच दिनों तक ऐसा ही रहेगा मौसम bbox=[216, 237, 724, 261]
article-health-camp bbox=[1192, 1980, 1529, 2367]
section-label: एक नजर bbox=[14, 187, 113, 224]
article-body: भदोही। सिकंदरपुर। परीक्षा पर चर्चा 2025 में प्रतिभाग करने के लिए ऑनलाइन पंजीकरण की अंतिम तिथि 14 जनवरी निर्धारित की गई है। प्रधानमंत्री नरेन्द्र मोदी परीक्षा के तनाव से मुक्ति के टिप्स छात्रों से साझा करेंगे। इसमें कक्षा 6 से लेकर 12 तक के छात्र-छात्राएं, शिक्षक एवं अभिभावक प्रतिभाग कर सकते हैं। जिले के करीब 500 स्कूलों को प्रतिभागिता सुनिश्चित कराने के निर्देश दिए गए हैं। चयनित प्रतिभागियों को दिल्ली में आयोजित मुख्य कार्यक्रम में शामिल होने का अवसर मिलेगा। गत वर्ष जिले से 2500 छात्रों ने पंजीकरण कराया था। इच्छुक प्रतिभागी आधिकारिक वेबसाइट पर निःशुल्क पंजीकरण करा सकते हैं। bbox=[801, 1648, 984, 1835]
